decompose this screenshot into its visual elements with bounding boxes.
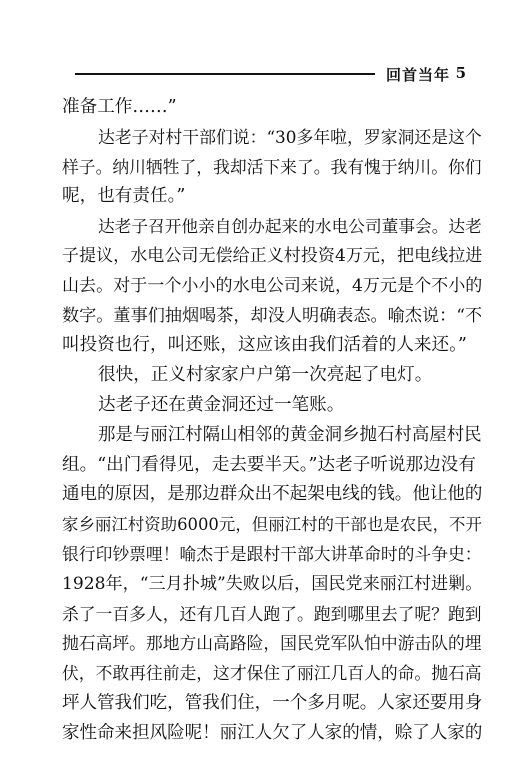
text-line: 通电的原因，是那边群众出不起架电线的钱。他让他的 xyxy=(62,484,483,505)
running-header xyxy=(75,64,468,86)
header-rule xyxy=(75,73,375,75)
text-line: 坪人管我们吃，管我们住，一个多月呢。人家还要用身 xyxy=(62,692,483,713)
text-line: 达老子召开他亲自创办起来的水电公司董事会。达老 xyxy=(98,217,482,237)
text-line: 准备工作……” xyxy=(62,97,177,117)
text-line: 数字。董事们抽烟喝茶，却没人明确表态。喻杰说：“不 xyxy=(62,305,483,326)
text-line: 银行印钞票哩！喻杰于是跟村干部大讲革命时的斗争史： xyxy=(62,543,482,564)
text-line: 达老子还在黄金洞还过一笔账。 xyxy=(98,394,345,415)
running-head-title: 回首当年 xyxy=(386,66,451,84)
text-line: 那是与丽江村隔山相邻的黄金洞乡抛石村高屋村民 xyxy=(98,424,482,445)
text-line: 叫投资也行，叫还账，这应该由我们活着的人来还。” xyxy=(62,335,467,356)
text-line: 山去。对于一个小小的水电公司来说，4万元是个不小的 xyxy=(62,275,483,296)
text-line: 样子。纳川牺牲了，我却活下来了。我有愧于纳川。你们 xyxy=(62,156,482,177)
text-line: 达老子对村干部们说：“30多年啦，罗家洞还是这个 xyxy=(98,126,482,147)
text-line: 杀了一百多人，还有几百人跑了。跑到哪里去了呢？跑到 xyxy=(62,603,482,624)
text-line: 伏，不敢再往前走，这才保住了丽江几百人的命。抛石高 xyxy=(62,663,482,684)
text-line: 子提议，水电公司无偿给正义村投资4万元，把电线拉进 xyxy=(62,245,483,266)
text-line: 呢，也有责任。” xyxy=(62,186,186,207)
text-line: 很快，正义村家家户户第一次亮起了电灯。 xyxy=(98,365,433,386)
text-line: 抛石高坪。那地方山高路险，国民党军队怕中游击队的埋 xyxy=(62,633,482,654)
text-line: 家乡丽江村资助6000元，但丽江村的干部也是农民，不开 xyxy=(62,515,482,535)
text-line: 家性命来担风险呢！丽江人欠了人家的情，赊了人家的 xyxy=(62,722,483,743)
text-line: 1928年，“三月扑城”失败以后，国民党来丽江村进剿。 xyxy=(62,573,483,594)
text-line: 组。“出门看得见，走去要半天。”达老子听说那边没有 xyxy=(62,454,476,475)
page-number: 5 xyxy=(455,64,466,82)
body-text xyxy=(62,93,482,749)
